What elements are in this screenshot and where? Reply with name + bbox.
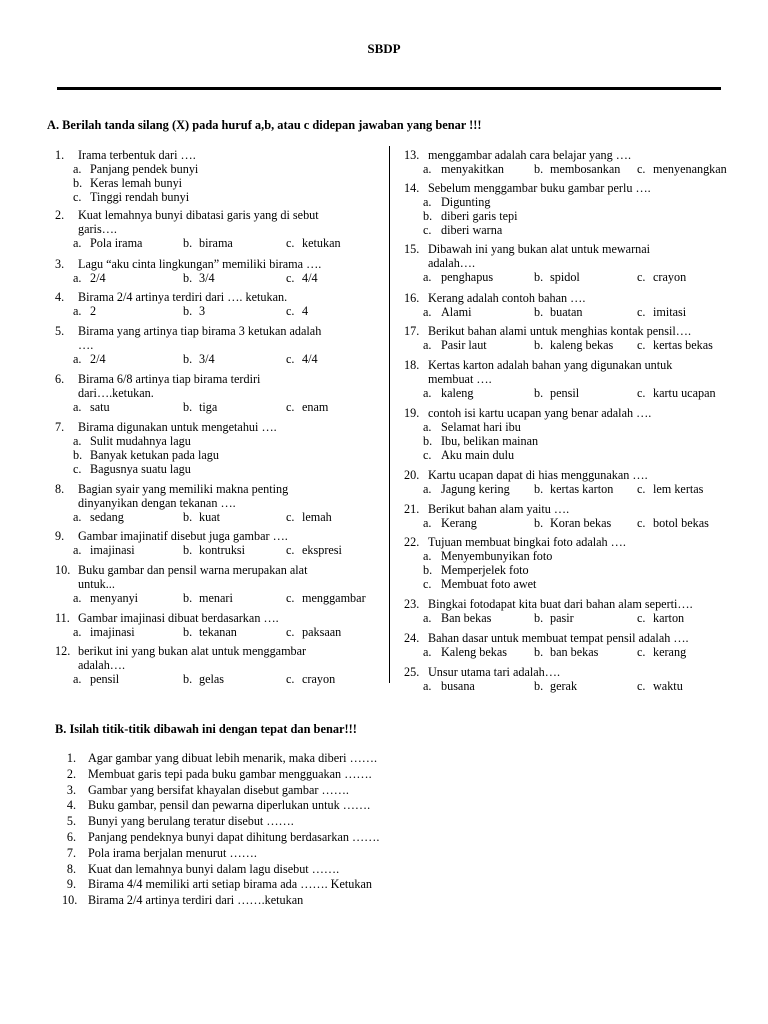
- option-letter: b.: [183, 509, 193, 524]
- question-text: Bingkai fotodapat kita buat dari bahan alam seperti….: [428, 597, 693, 611]
- option-text: Banyak ketukan pada lagu: [90, 447, 219, 462]
- option-letter: b.: [534, 269, 544, 284]
- question-text: Bagian syair yang memiliki makna penting: [78, 482, 289, 496]
- option-text: Aku main dulu: [441, 447, 515, 462]
- question-text: Irama terbentuk dari ….: [78, 148, 196, 162]
- fill-item-number: 9.: [66, 877, 76, 892]
- question-text: Birama 2/4 artinya terdiri dari …. ketukan.: [78, 290, 288, 304]
- fill-item-number: 4.: [66, 798, 76, 813]
- question-text: contoh isi kartu ucapan yang benar adalah ….: [428, 406, 652, 420]
- option-letter: c.: [637, 610, 646, 625]
- option-letter: a.: [73, 671, 82, 686]
- question-text: Birama 6/8 artinya tiap birama terdiri: [78, 372, 261, 386]
- question-number: 22.: [404, 535, 420, 549]
- option-text: kertas bekas: [653, 337, 713, 352]
- option-text: Ban bekas: [441, 610, 492, 625]
- option-letter: a.: [423, 515, 432, 530]
- option-text: diberi warna: [441, 222, 503, 237]
- option-text: Kerang: [441, 515, 477, 530]
- option-text: membosankan: [550, 161, 621, 176]
- question-number: 2.: [55, 208, 65, 222]
- option-text: lemah: [302, 509, 332, 524]
- option-letter: a.: [73, 351, 82, 366]
- option-letter: a.: [423, 678, 432, 693]
- option-text: 3/4: [199, 270, 215, 285]
- option-text: satu: [90, 399, 110, 414]
- option-text: Kaleng bekas: [441, 644, 507, 659]
- question-number: 14.: [404, 181, 420, 195]
- option-letter: b.: [183, 270, 193, 285]
- option-text: menyanyi: [90, 590, 139, 605]
- option-letter: b.: [423, 208, 433, 223]
- question-text-continued: untuk...: [78, 576, 115, 591]
- option-text: kartu ucapan: [653, 385, 716, 400]
- fill-item-text: Panjang pendeknya bunyi dapat dihitung berdasarkan …….: [88, 830, 380, 844]
- question-text-continued: adalah….: [428, 255, 476, 270]
- option-letter: b.: [534, 515, 544, 530]
- fill-item-text: Bunyi yang berulang teratur disebut …….: [88, 814, 294, 829]
- option-letter: a.: [73, 161, 82, 176]
- option-text: kertas karton: [550, 481, 614, 496]
- option-text: imajinasi: [90, 542, 135, 557]
- question-number: 18.: [404, 358, 420, 372]
- question-number: 9.: [55, 529, 65, 543]
- option-letter: c.: [286, 235, 295, 250]
- option-letter: c.: [286, 270, 295, 285]
- question-text: Kertas karton adalah bahan yang digunakan untuk: [428, 358, 673, 372]
- question-number: 21.: [404, 502, 420, 516]
- question-text-continued: garis….: [78, 221, 117, 236]
- option-text: Keras lemah bunyi: [90, 175, 183, 190]
- question-number: 1.: [55, 148, 65, 162]
- option-letter: a.: [73, 303, 82, 318]
- option-letter: b.: [534, 481, 544, 496]
- question-text: Kuat lemahnya bunyi dibatasi garis yang di sebut: [78, 208, 319, 222]
- option-text: tiga: [199, 399, 218, 414]
- option-letter: c.: [637, 269, 646, 284]
- option-text: kontruksi: [199, 542, 246, 557]
- option-letter: c.: [637, 304, 646, 319]
- question-text: Birama digunakan untuk mengetahui ….: [78, 420, 277, 434]
- option-text: Jagung kering: [441, 481, 510, 496]
- option-letter: a.: [423, 481, 432, 496]
- option-text: waktu: [653, 678, 683, 693]
- option-text: Membuat foto awet: [441, 576, 537, 591]
- option-text: 4: [302, 303, 309, 318]
- question-number: 10.: [55, 563, 71, 577]
- option-text: ketukan: [302, 235, 341, 250]
- section-a-heading: A. Berilah tanda silang (X) pada huruf a,b, atau c didepan jawaban yang benar !!!: [47, 118, 482, 132]
- option-letter: a.: [73, 542, 82, 557]
- fill-item-text: Pola irama berjalan menurut …….: [88, 845, 257, 860]
- question-text: Berikut bahan alam yaitu ….: [428, 502, 570, 516]
- fill-item-number: 7.: [66, 845, 76, 860]
- option-text: pensil: [550, 385, 580, 400]
- question-text-continued: dinyanyikan dengan tekanan ….: [78, 495, 236, 510]
- option-letter: a.: [423, 337, 432, 352]
- option-letter: c.: [286, 671, 295, 686]
- option-letter: b.: [73, 447, 83, 462]
- option-letter: a.: [73, 270, 82, 285]
- option-letter: b.: [183, 671, 193, 686]
- option-text: ban bekas: [550, 644, 599, 659]
- option-letter: b.: [423, 433, 433, 448]
- option-letter: c.: [423, 222, 432, 237]
- column-divider: [389, 146, 390, 683]
- option-letter: b.: [73, 175, 83, 190]
- question-text: Gambar imajinatif disebut juga gambar ….: [78, 529, 288, 543]
- option-text: imitasi: [653, 304, 687, 319]
- question-text: Kerang adalah contoh bahan ….: [428, 291, 586, 305]
- option-letter: c.: [423, 447, 432, 462]
- question-number: 12.: [55, 644, 71, 658]
- fill-item-text: Kuat dan lemahnya bunyi dalam lagu disebut …….: [88, 861, 340, 876]
- fill-item-number: 6.: [66, 830, 76, 844]
- option-text: pasir: [550, 610, 574, 625]
- fill-item-number: 1.: [66, 751, 76, 765]
- option-text: spidol: [550, 269, 580, 284]
- option-text: Pasir laut: [441, 337, 487, 352]
- question-number: 3.: [55, 257, 65, 271]
- option-letter: b.: [534, 678, 544, 693]
- option-text: paksaan: [302, 624, 342, 639]
- option-text: Digunting: [441, 194, 491, 209]
- option-letter: c.: [286, 351, 295, 366]
- option-letter: c.: [286, 399, 295, 414]
- option-text: crayon: [302, 671, 336, 686]
- option-letter: c.: [637, 515, 646, 530]
- fill-item-number: 10.: [62, 893, 78, 908]
- option-text: Ibu, belikan mainan: [441, 433, 539, 448]
- option-letter: c.: [286, 542, 295, 557]
- option-letter: a.: [423, 304, 432, 319]
- question-number: 7.: [55, 420, 65, 434]
- option-text: busana: [441, 678, 475, 693]
- option-text: Menyembunyikan foto: [441, 548, 553, 563]
- option-letter: a.: [423, 644, 432, 659]
- option-text: birama: [199, 235, 233, 250]
- question-text: Unsur utama tari adalah….: [428, 665, 560, 679]
- question-text-continued: dari….ketukan.: [78, 385, 154, 400]
- question-number: 16.: [404, 291, 420, 305]
- question-number: 15.: [404, 242, 420, 256]
- option-letter: c.: [286, 303, 295, 318]
- option-letter: b.: [534, 304, 544, 319]
- option-letter: c.: [637, 678, 646, 693]
- option-letter: a.: [423, 419, 432, 434]
- option-letter: b.: [183, 590, 193, 605]
- question-number: 24.: [404, 631, 420, 645]
- option-letter: c.: [286, 624, 295, 639]
- option-letter: b.: [183, 542, 193, 557]
- option-text: Alami: [441, 304, 472, 319]
- question-number: 19.: [404, 406, 420, 420]
- option-text: 3/4: [199, 351, 215, 366]
- option-text: buatan: [550, 304, 583, 319]
- option-text: kerang: [653, 644, 687, 659]
- question-number: 23.: [404, 597, 420, 611]
- fill-item-text: Birama 4/4 memiliki arti setiap birama ada ……. Ketukan: [88, 877, 372, 892]
- option-text: ekspresi: [302, 542, 342, 557]
- option-letter: a.: [423, 385, 432, 400]
- question-number: 6.: [55, 372, 65, 386]
- fill-item-text: Buku gambar, pensil dan pewarna diperlukan untuk …….: [88, 798, 371, 813]
- option-letter: c.: [637, 385, 646, 400]
- question-text: Sebelum menggambar buku gambar perlu ….: [428, 181, 651, 195]
- option-letter: b.: [423, 562, 433, 577]
- option-letter: a.: [73, 509, 82, 524]
- option-text: imajinasi: [90, 624, 135, 639]
- option-letter: a.: [423, 269, 432, 284]
- option-letter: a.: [73, 399, 82, 414]
- page-title: SBDP: [367, 41, 401, 56]
- option-letter: b.: [534, 161, 544, 176]
- option-letter: c.: [286, 509, 295, 524]
- option-letter: a.: [73, 235, 82, 250]
- question-text-continued: membuat ….: [428, 371, 492, 386]
- option-letter: a.: [423, 194, 432, 209]
- question-number: 8.: [55, 482, 65, 496]
- option-text: penghapus: [441, 269, 494, 284]
- option-text: menggambar: [302, 590, 366, 605]
- option-text: botol bekas: [653, 515, 709, 530]
- option-text: sedang: [90, 509, 124, 524]
- option-text: gerak: [550, 678, 578, 693]
- option-letter: c.: [73, 189, 82, 204]
- option-text: pensil: [90, 671, 120, 686]
- question-text: Dibawah ini yang bukan alat untuk mewarnai: [428, 242, 651, 256]
- option-letter: c.: [637, 481, 646, 496]
- option-letter: c.: [637, 644, 646, 659]
- question-text: Kartu ucapan dapat di hias menggunakan ….: [428, 468, 648, 482]
- question-text: Tujuan membuat bingkai foto adalah ….: [428, 535, 626, 549]
- option-text: menyenangkan: [653, 161, 727, 176]
- option-text: Selamat hari ibu: [441, 419, 521, 434]
- option-text: lem kertas: [653, 481, 704, 496]
- option-text: menyakitkan: [441, 161, 504, 176]
- option-text: kaleng: [441, 385, 474, 400]
- question-number: 20.: [404, 468, 420, 482]
- option-text: Tinggi rendah bunyi: [90, 189, 190, 204]
- fill-item-number: 5.: [66, 814, 76, 829]
- option-text: kaleng bekas: [550, 337, 614, 352]
- option-letter: b.: [534, 644, 544, 659]
- option-text: Sulit mudahnya lagu: [90, 433, 191, 448]
- question-number: 4.: [55, 290, 65, 304]
- fill-item-text: Agar gambar yang dibuat lebih menarik, maka diberi …….: [88, 751, 378, 765]
- question-text: Birama yang artinya tiap birama 3 ketukan adalah: [78, 324, 322, 338]
- option-letter: a.: [73, 590, 82, 605]
- option-letter: b.: [183, 303, 193, 318]
- option-text: Pola irama: [90, 235, 143, 250]
- option-letter: b.: [534, 337, 544, 352]
- option-letter: b.: [183, 624, 193, 639]
- option-letter: c.: [423, 576, 432, 591]
- option-letter: b.: [183, 399, 193, 414]
- option-text: 3: [199, 303, 206, 318]
- section-b-heading: B. Isilah titik-titik dibawah ini dengan tepat dan benar!!!: [55, 722, 357, 736]
- option-text: Memperjelek foto: [441, 562, 529, 577]
- option-letter: a.: [423, 161, 432, 176]
- option-text: 4/4: [302, 351, 318, 366]
- question-text: Gambar imajinasi dibuat berdasarkan ….: [78, 611, 279, 625]
- title-divider: [57, 87, 721, 90]
- fill-item-text: Membuat garis tepi pada buku gambar mengguakan …….: [88, 766, 372, 781]
- option-letter: a.: [73, 433, 82, 448]
- option-text: Koran bekas: [550, 515, 612, 530]
- question-text-continued: adalah….: [78, 657, 126, 672]
- option-letter: c.: [637, 337, 646, 352]
- question-number: 13.: [404, 148, 420, 162]
- question-number: 17.: [404, 324, 420, 338]
- option-text: 2: [90, 303, 97, 318]
- option-text: menari: [199, 590, 233, 605]
- question-number: 5.: [55, 324, 65, 338]
- fill-item-text: Gambar yang bersifat khayalan disebut gambar …….: [88, 782, 349, 797]
- option-text: tekanan: [199, 624, 237, 639]
- option-text: enam: [302, 399, 329, 414]
- option-text: 2/4: [90, 270, 106, 285]
- question-text: berikut ini yang bukan alat untuk menggambar: [78, 644, 307, 658]
- option-letter: c.: [637, 161, 646, 176]
- question-text: menggambar adalah cara belajar yang ….: [428, 148, 632, 162]
- fill-item-number: 2.: [66, 766, 76, 781]
- fill-item-number: 8.: [66, 861, 76, 876]
- option-text: Bagusnya suatu lagu: [90, 461, 191, 476]
- option-letter: b.: [534, 385, 544, 400]
- option-letter: c.: [286, 590, 295, 605]
- question-number: 11.: [55, 611, 70, 625]
- fill-item-number: 3.: [66, 782, 76, 797]
- question-text: Bahan dasar untuk membuat tempat pensil adalah ….: [428, 631, 689, 645]
- option-text: 4/4: [302, 270, 318, 285]
- question-text-continued: ….: [78, 337, 94, 352]
- option-text: Panjang pendek bunyi: [90, 161, 199, 176]
- option-letter: b.: [183, 235, 193, 250]
- option-letter: c.: [73, 461, 82, 476]
- option-text: kuat: [199, 509, 220, 524]
- option-text: 2/4: [90, 351, 106, 366]
- option-letter: a.: [423, 548, 432, 563]
- option-text: diberi garis tepi: [441, 208, 518, 223]
- option-letter: a.: [73, 624, 82, 639]
- question-number: 25.: [404, 665, 420, 679]
- option-letter: b.: [534, 610, 544, 625]
- option-text: karton: [653, 610, 685, 625]
- question-text: Lagu “aku cinta lingkungan” memiliki birama ….: [78, 257, 322, 271]
- option-letter: a.: [423, 610, 432, 625]
- fill-item-text: Birama 2/4 artinya terdiri dari …….ketukan: [88, 893, 304, 908]
- option-text: crayon: [653, 269, 687, 284]
- question-text: Berikut bahan alami untuk menghias kontak pensil….: [428, 324, 691, 338]
- option-text: gelas: [199, 671, 225, 686]
- question-text: Buku gambar dan pensil warna merupakan alat: [78, 563, 308, 577]
- option-letter: b.: [183, 351, 193, 366]
